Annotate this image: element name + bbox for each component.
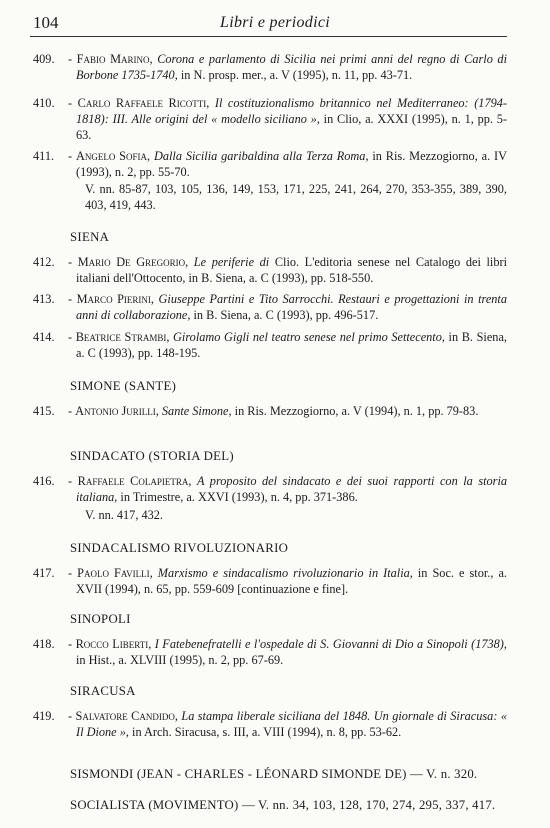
entry-417: 417. - Paolo Favilli, Marxismo e sindacalismo rivoluzionario in Italia, in Soc. e stor., a. XVII (1994), n. 65, pp. 559-609 [continuazione e fine]. (33, 566, 507, 596)
entry-citation: , in N. prosp. mer., a. V (1995), n. 11, pp. 43-71. (174, 68, 413, 82)
entry-author: Paolo Favilli (77, 566, 150, 580)
entry-number: 411. (33, 149, 55, 163)
entry-citation: , in Trimestre, a. XXVI (1993), n. 4, pp. 371-386. (114, 490, 358, 504)
entry-title: Marxismo e sindacalismo rivoluzionario in Italia (157, 566, 410, 580)
entry-number: 415. (33, 404, 55, 418)
entry-title: La stampa liberale siciliana del 1848. Un giornale di Siracusa: « Il Dione » (76, 709, 507, 739)
section-heading: SIMONE (SANTE) (70, 379, 177, 393)
entry-number: 410. (33, 96, 55, 110)
entry-title: Dalla Sicilia garibaldina alla Terza Roma (153, 149, 366, 163)
entry-author: Raffaele Colapietra (77, 474, 189, 488)
running-title: Libri e periodici (220, 14, 330, 31)
entry-409: 409. - Fabio Marino, Corona e parlamento di Sicilia nei primi anni del regno di Carlo di Borbone 1735-1740, in N. prosp. mer., a. V (1995), n. 11, pp. 43-71. (33, 52, 507, 82)
page-header (0, 0, 550, 40)
entry-number: 418. (33, 637, 55, 651)
entry-title: Giuseppe Partini e Tito Sarrocchi. Restauri e progettazioni in trenta anni di collaborazione (76, 292, 507, 322)
entry-418: 418. - Rocco Liberti, I Fatebenefratelli e l'ospedale di S. Giovanni di Dio a Sinopoli (1738), in Hist., a. XLVIII (1995), n. 2, pp. 67-69. (33, 637, 507, 667)
entry-411: 411. - Angelo Sofia, Dalla Sicilia garibaldina alla Terza Roma, in Ris. Mezzogiorno, a. IV (1993), n. 2, pp. 55-70. (33, 149, 507, 179)
entry-number: 409. (33, 52, 55, 66)
cross-reference-heading: SOCIALISTA (MOVIMENTO) — V. nn. 34, 103, 128, 170, 274, 295, 337, 417. (70, 798, 496, 812)
entry-414: 414. - Beatrice Strambi, Girolamo Gigli nel teatro senese nel primo Settecento, in B. Siena, a. C (1993), pp. 148-195. (33, 330, 507, 360)
entry-citation: , in Soc. e stor., a. XVII (1994), n. 65, pp. 559-609 [continuazione e fine]. (76, 566, 507, 596)
entry-citation: , in Arch. Siracusa, s. III, a. VIII (1994), n. 8, pp. 53-62. (125, 725, 402, 739)
entry-416: 416. - Raffaele Colapietra, A proposito del sindacato e dei suoi rapporti con la storia italiana, in Trimestre, a. XXVI (1993), n. 4, pp. 371-386. (33, 474, 508, 504)
entry-author: Beatrice Strambi (75, 330, 167, 344)
entry-412: 412. - Mario De Gregorio, Le periferie di Clio. L'editoria senese nel Catalogo dei libri italiani dell'Ottocento, in B. Siena, a. C (1993), pp. 518-550. (33, 255, 508, 285)
cross-reference-heading: SISMONDI (JEAN - CHARLES - LÉONARD SIMONDE DE) — V. n. 320. (70, 767, 478, 781)
entry-title: Corona e parlamento di Sicilia nei primi anni del regno di Carlo di Borbone 1735-1740 (76, 52, 507, 82)
see-also: V. nn. 85-87, 103, 105, 136, 149, 153, 171, 225, 241, 264, 270, 353-355, 389, 390, 403, 419, 443. (85, 182, 507, 212)
entry-number: 416. (33, 474, 55, 488)
entry-title: Le periferie di (193, 255, 270, 269)
page-number: 104 (33, 13, 59, 32)
section-heading: SIRACUSA (70, 684, 136, 698)
entry-415: 415. - Antonio Jurilli, Sante Simone, in Ris. Mezzogiorno, a. V (1994), n. 1, pp. 79-83. (33, 404, 479, 418)
entry-number: 413. (33, 292, 55, 306)
entry-title: I Fatebenefratelli e l'ospedale di S. Giovanni di Dio a Sinopoli (1738) (154, 637, 504, 651)
entry-author: Salvatore Candido (75, 709, 175, 723)
entry-author: Fabio Marino (76, 52, 150, 66)
section-heading: SINOPOLI (70, 612, 131, 626)
entry-author: Antonio Jurilli (75, 404, 156, 418)
entry-citation: , in Clio, a. XXXI (1995), n. 1, pp. 5-63. (76, 112, 507, 142)
header-rule (30, 36, 507, 37)
entry-number: 417. (33, 566, 55, 580)
entry-number: 414. (33, 330, 55, 344)
entry-citation: , in B. Siena, a. C (1993), pp. 148-195. (76, 330, 507, 360)
entry-author: Angelo Sofia (75, 149, 148, 163)
entry-author: Marco Pierini (76, 292, 151, 306)
entry-citation: , in B. Siena, a. C (1993), pp. 496-517. (187, 308, 379, 322)
entry-citation: , in Ris. Mezzogiorno, a. V (1994), n. 1, pp. 79-83. (228, 404, 479, 418)
entry-419: 419. - Salvatore Candido, La stampa liberale siciliana del 1848. Un giornale di Siracusa: « Il Dione », in Arch. Siracusa, s. III, a. VIII (1994), n. 8, pp. 53-62. (33, 709, 507, 739)
entry-410: 410. - Carlo Raffaele Ricotti, Il costituzionalismo britannico nel Mediterraneo: (1794-1818): III. Alle origini del « modello siciliano », in Clio, a. XXXI (1995), n. 1, pp. 5-63. (33, 96, 507, 142)
entry-citation: , in Ris. Mezzogiorno, a. IV (1993), n. 2, pp. 55-70. (76, 149, 507, 179)
entry-author: Carlo Raffaele Ricotti (77, 96, 207, 110)
entry-citation: Clio. L'editoria senese nel Catalogo dei libri italiani dell'Ottocento, in B. Siena, a. C (1993), pp. 518-550. (76, 255, 508, 285)
entry-413: 413. - Marco Pierini, Giuseppe Partini e Tito Sarrocchi. Restauri e progettazioni in trenta anni di collaborazione, in B. Siena, a. C (1993), pp. 496-517. (33, 292, 507, 322)
section-heading: SIENA (70, 230, 110, 244)
section-heading: SINDACATO (STORIA DEL) (70, 449, 234, 463)
entry-citation: , in Hist., a. XLVIII (1995), n. 2, pp. 67-69. (76, 637, 507, 667)
entry-number: 419. (33, 709, 55, 723)
entry-title: Sante Simone (161, 404, 229, 418)
entry-title: A proposito del sindacato e dei suoi rapporti con la storia italiana (76, 474, 508, 504)
entry-author: Mario De Gregorio (77, 255, 186, 269)
entry-author: Rocco Liberti (75, 637, 149, 651)
see-also: V. nn. 417, 432. (85, 508, 164, 522)
entry-title: Il costituzionalismo britannico nel Mediterraneo: (1794-1818): III. Alle origini del « modello siciliano » (76, 96, 507, 126)
section-heading: SINDACALISMO RIVOLUZIONARIO (70, 541, 289, 555)
entry-number: 412. (33, 255, 55, 269)
entry-title: Girolamo Gigli nel teatro senese nel primo Settecento (173, 330, 442, 344)
